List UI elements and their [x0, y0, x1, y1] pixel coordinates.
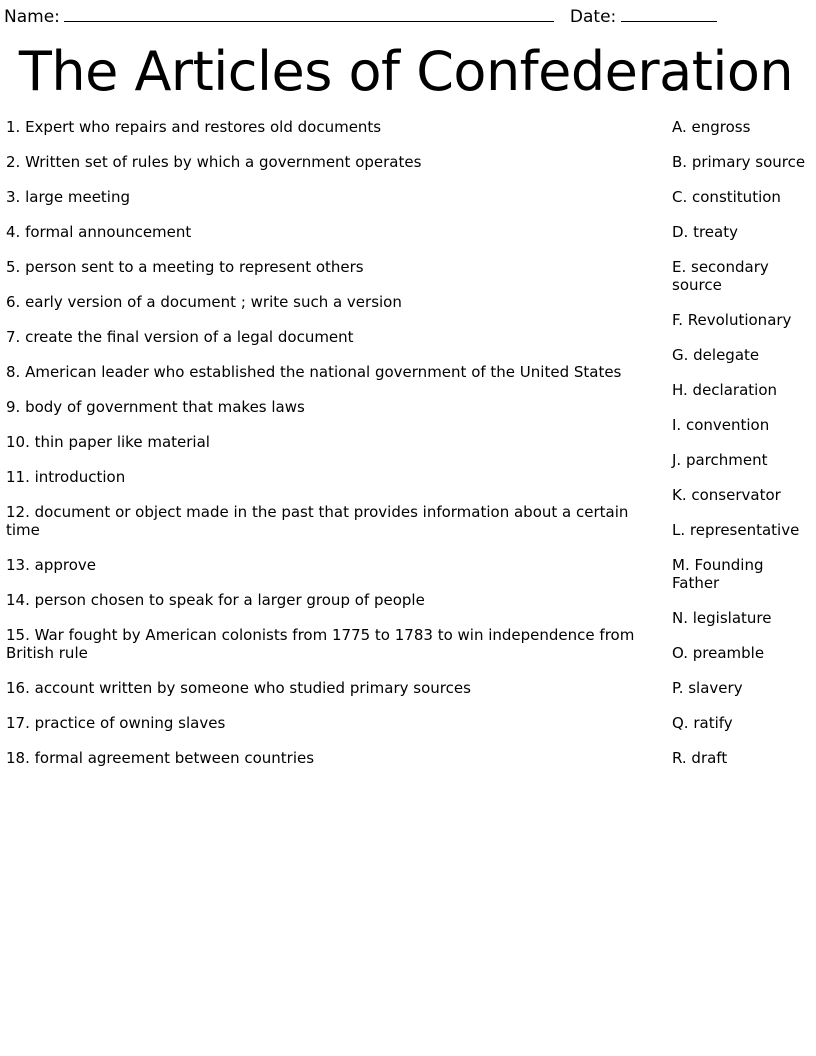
list-item: G. delegate: [672, 346, 760, 364]
list-item: 8. American leader who established the national government of the United States: [6, 363, 622, 381]
page-title: The Articles of Confederation: [18, 40, 794, 103]
list-item: J. parchment: [672, 451, 768, 469]
list-item: 1. Expert who repairs and restores old documents: [6, 118, 382, 136]
list-item: 18. formal agreement between countries: [6, 749, 315, 767]
name-label: Name:: [4, 7, 60, 27]
list-item: 11. introduction: [6, 468, 126, 486]
list-item: 12. document or object made in the past that provides information about a certain time: [6, 503, 629, 539]
list-item: E. secondary source: [672, 258, 769, 294]
list-item: L. representative: [672, 521, 800, 539]
list-item: R. draft: [672, 749, 728, 767]
list-item: P. slavery: [672, 679, 743, 697]
list-item: C. constitution: [672, 188, 781, 206]
list-item: 2. Written set of rules by which a government operates: [6, 153, 422, 171]
list-item: 5. person sent to a meeting to represent others: [6, 258, 364, 276]
list-item: H. declaration: [672, 381, 777, 399]
list-item: M. Founding Father: [672, 556, 764, 592]
date-write-in-line[interactable]: [621, 21, 717, 22]
list-item: O. preamble: [672, 644, 765, 662]
answers-column: [660, 118, 808, 767]
list-item: K. conservator: [672, 486, 781, 504]
list-item: 9. body of government that makes laws: [6, 398, 305, 416]
list-item: 6. early version of a document ; write such a version: [6, 293, 402, 311]
list-item: I. convention: [672, 416, 770, 434]
list-item: 7. create the final version of a legal document: [6, 328, 354, 346]
list-item: 3. large meeting: [6, 188, 131, 206]
list-item: 13. approve: [6, 556, 96, 574]
questions-column: [4, 118, 660, 767]
list-item: B. primary source: [672, 153, 806, 171]
list-item: A. engross: [672, 118, 751, 136]
list-item: 16. account written by someone who studied primary sources: [6, 679, 471, 697]
name-write-in-line[interactable]: [64, 21, 554, 22]
list-item: N. legislature: [672, 609, 772, 627]
list-item: D. treaty: [672, 223, 738, 241]
list-item: 15. War fought by American colonists from 1775 to 1783 to win independence from British rule: [6, 626, 635, 662]
list-item: 14. person chosen to speak for a larger group of people: [6, 591, 425, 609]
list-item: Q. ratify: [672, 714, 733, 732]
date-label: Date:: [569, 7, 617, 27]
list-item: 4. formal announcement: [6, 223, 192, 241]
list-item: 17. practice of owning slaves: [6, 714, 226, 732]
matching-exercise: [4, 118, 808, 767]
list-item: F. Revolutionary: [672, 311, 792, 329]
list-item: 10. thin paper like material: [6, 433, 210, 451]
student-info-header: [4, 4, 808, 28]
